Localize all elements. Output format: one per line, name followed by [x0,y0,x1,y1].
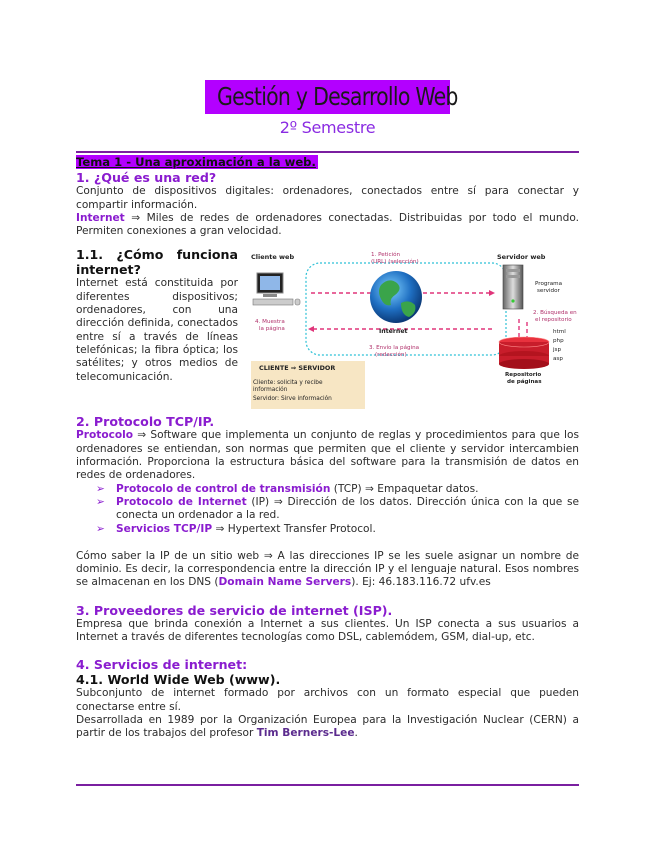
section-3-heading: 3. Proveedores de servicio de internet (ISP). [76,602,393,618]
section-2-heading: 2. Protocolo TCP/IP. [76,414,215,430]
document-body [76,155,579,741]
section-3-paragraph: Empresa que brinda conexión a Internet a sus clientes. Un ISP conecta a sus usuarios a Internet a través de diferentes tecnologías como DSL, cablemódem, GSM, dial-up, etc. [76,617,579,644]
box-line-3: Servidor: Sirve información [253,396,332,403]
client-label: Cliente web [251,253,295,262]
document-subtitle: 2º Semestre [279,118,376,137]
section-2-paragraph-1 [76,429,579,482]
section-1-1-heading [76,247,238,262]
dns-text-b: ). Ej: 46.183.116.72 ufv.es [351,576,491,589]
box-title: CLIENTE ⇒ SERVIDOR [259,364,336,373]
diagram-svg [249,247,579,413]
heading-word-2: funciona [176,247,238,263]
ip-text: (IP) ⇒ Dirección de los datos. Dirección única con la que se conecta un ordenador a la red. [116,495,580,522]
section-4-1-heading: 4.1. World Wide Web (www). [76,672,281,688]
request-label-2: (URL) (selección) [371,259,419,266]
ip-keyword: Protocolo de Internet [116,495,247,508]
search-label-2: el repositorio [535,317,572,324]
section-1-1-heading-cont: internet? [76,262,141,278]
section-4-paragraph-2 [76,714,579,741]
header-divider [76,151,579,153]
file-html: html [553,329,566,336]
bullet-arrow-icon: ➢ [96,495,105,508]
footer-divider [76,784,579,786]
internet-label: Internet [379,328,408,336]
section-1-1-paragraph: Internet está constituida por diferentes dispositivos; ordenadores, con una dirección definida, conectados entre sí a través de líneas telefónicas; la fibra óptica; los satélites; y otros medios de telecomunicación. [76,277,238,383]
box-line-2: información [253,387,288,394]
box-line-1: Cliente: solicita y recibe [253,380,323,387]
internet-globe-icon [370,271,422,323]
section-4-heading: 4. Servicios de internet: [76,657,248,673]
document-title: Gestión y Desarrollo Web [205,80,450,114]
arrow-head-left [308,326,314,332]
protocol-keyword: Protocolo [76,429,134,442]
bullet-arrow-icon: ➢ [96,522,105,535]
client-computer-icon [253,273,300,305]
list-item [96,496,579,523]
services-text: ⇒ Hypertext Transfer Protocol. [212,522,376,535]
list-item [96,483,579,496]
server-label: Servidor web [497,253,546,262]
server-tower-icon [503,265,523,309]
file-asp: asp [553,356,563,363]
protocol-list [76,483,579,536]
heading-number: 1.1. [76,247,104,263]
services-keyword: Servicios TCP/IP [116,522,213,535]
repo-label-1: Repositorio [505,372,542,379]
heading-word-1: ¿Cómo [116,247,164,263]
tcp-keyword: Protocolo de control de transmisión [116,482,331,495]
repo-label-2: de páginas [507,379,542,386]
internet-keyword: Internet [76,211,125,224]
section-1-1 [76,247,579,413]
file-jsp: jsp [553,347,562,354]
file-php: php [553,338,564,345]
search-label-1: 2. Búsqueda en [533,310,577,317]
arrow-head-right [489,290,495,296]
request-label-1: 1. Petición [371,252,401,259]
section-1-paragraph-2 [76,212,579,239]
program-label-1: Programa [535,281,563,288]
program-label-2: servidor [537,288,560,295]
client-server-diagram [249,247,579,413]
send-label-1: 3. Envío la página [369,345,420,352]
cern-text-b: . [354,727,358,740]
page-repository-icon [499,337,549,369]
show-label-2: la página [259,326,285,333]
section-1-paragraph-1: Conjunto de dispositivos digitales: ordenadores, conectados entre sí para conectar y compartir información. [76,185,579,211]
dns-keyword: Domain Name Servers [218,576,352,589]
internet-definition: ⇒ Miles de redes de ordenadores conectadas. Distribuidas por todo el mundo. Permiten conexiones a gran velocidad. [76,211,579,238]
topic-line [76,155,579,170]
show-label-1: 4. Muestra [255,319,285,326]
section-1-1-text [76,247,238,383]
send-label-2: (redacción) [375,352,407,359]
dns-text-a: Cómo saber la IP de un sitio web ⇒ A las direcciones IP se les suele asignar un nombre de dominio. Es decir, la correspondencia entre la dirección IP y el lenguaje natural. Esos nombres se almacenan en los DNS ( [76,549,579,589]
list-item [96,523,579,536]
section-1-heading: 1. ¿Qué es una red? [76,170,217,186]
bullet-arrow-icon: ➢ [96,482,105,495]
tcp-text: (TCP) ⇒ Empaquetar datos. [330,482,479,495]
section-2-paragraph-2 [76,550,579,590]
topic-title: Tema 1 - Una aproximación a la web. [76,155,316,169]
berners-lee-keyword: Tim Berners-Lee [256,727,355,740]
section-4-paragraph-1: Subconjunto de internet formado por archivos con un formato especial que pueden conectarse entre sí. [76,687,579,713]
protocol-definition: ⇒ Software que implementa un conjunto de reglas y procedimientos para que los ordenadores se entiendan, son normas que permiten que el cliente y servidor intercambien información. Proporciona la estructura básica del software para la transmisión de datos en redes de ordenadores. [76,429,579,482]
cern-text-a: Desarrollada en 1989 por la Organización Europea para la Investigación Nuclear (CERN) a partir de los trabajos del profesor [76,713,579,740]
